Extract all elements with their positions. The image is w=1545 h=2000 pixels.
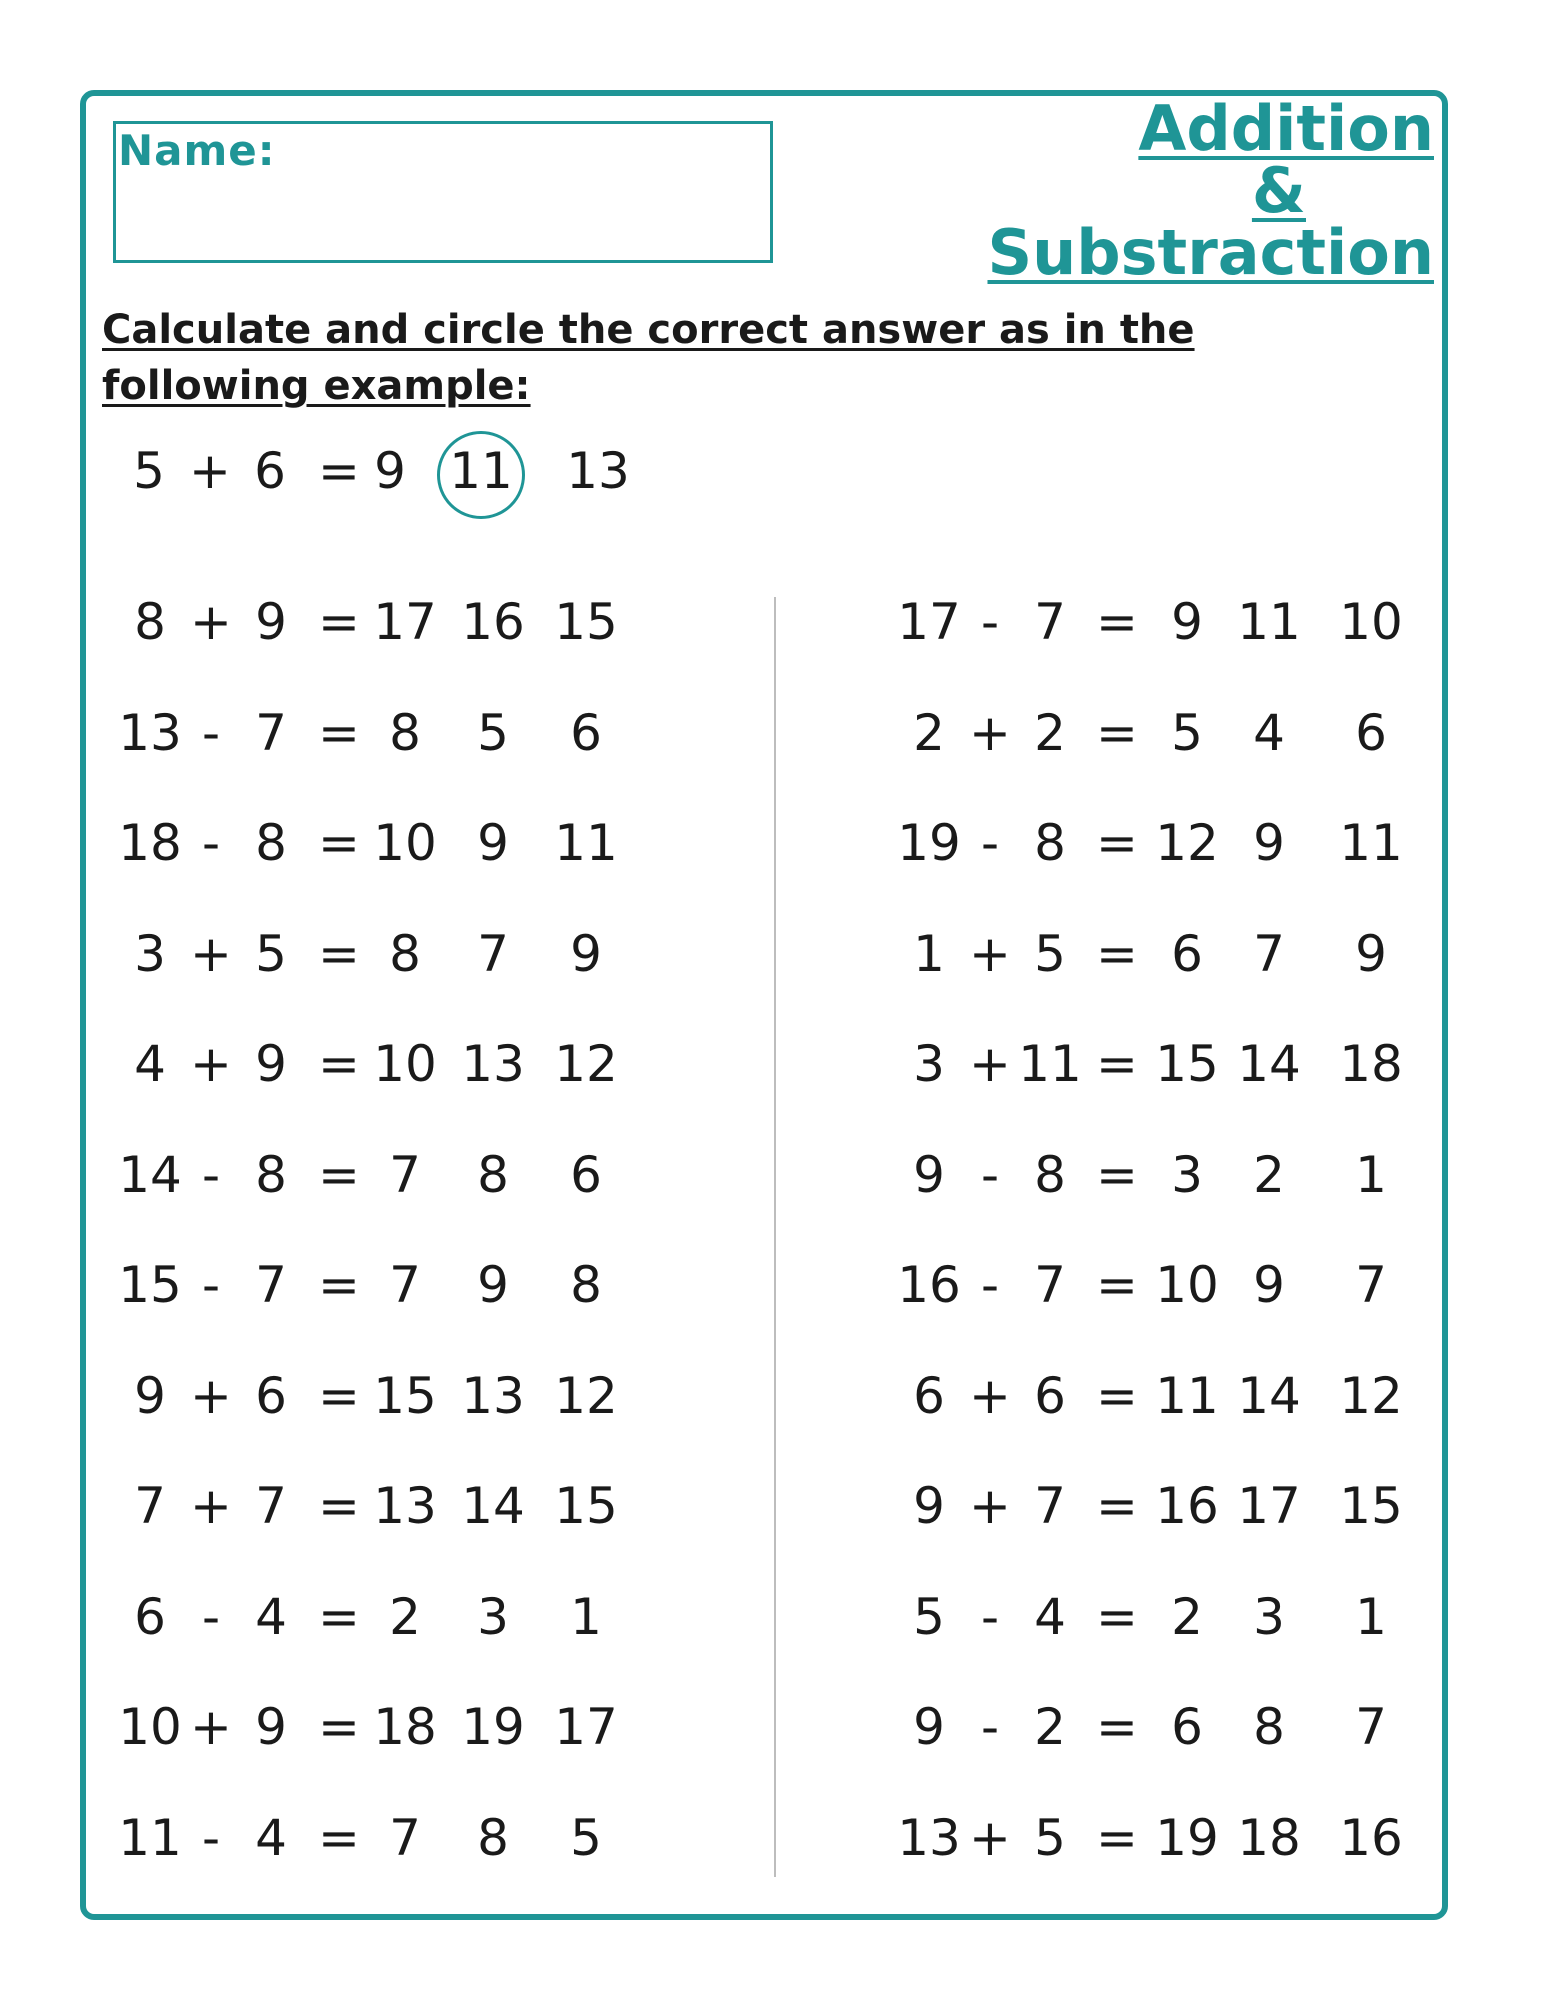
answer-choice[interactable]: 16: [1339, 1808, 1403, 1867]
operator: -: [201, 1808, 221, 1867]
operator: +: [969, 1035, 1011, 1093]
operator: +: [969, 924, 1011, 983]
equals-sign: =: [1096, 1587, 1138, 1646]
equals-sign: =: [1096, 703, 1138, 762]
equals-sign: =: [1096, 1477, 1138, 1535]
answer-choice[interactable]: 17: [373, 593, 437, 651]
operand-a: 5: [133, 442, 165, 500]
operator: -: [201, 814, 221, 872]
operand-b: 8: [255, 814, 287, 872]
operand-a: 4: [134, 1035, 166, 1093]
equals-sign: =: [1096, 1035, 1138, 1093]
operand-a: 18: [118, 814, 182, 872]
answer-choice[interactable]: 17: [554, 1698, 618, 1756]
answer-choice[interactable]: 4: [1253, 703, 1285, 762]
operand-b: 4: [1034, 1587, 1066, 1646]
operand-a: 9: [913, 1145, 945, 1204]
operator: +: [969, 1477, 1011, 1535]
answer-choice[interactable]: 18: [373, 1698, 437, 1756]
equals-sign: =: [318, 1256, 360, 1314]
equals-sign: =: [1096, 1698, 1138, 1756]
answer-choice[interactable]: 10: [1339, 593, 1403, 651]
operand-a: 17: [897, 593, 961, 651]
equals-sign: =: [318, 1145, 360, 1204]
operator: +: [969, 1808, 1011, 1867]
title-line-substraction: Substraction: [987, 216, 1434, 289]
answer-choice[interactable]: 14: [1237, 1035, 1301, 1093]
title-line-ampersand: &: [1251, 154, 1306, 227]
answer-choice[interactable]: 8: [477, 1808, 509, 1867]
answer-choice[interactable]: 9: [1355, 924, 1387, 983]
operand-a: 9: [913, 1477, 945, 1535]
answer-choice[interactable]: 1: [570, 1587, 602, 1646]
operand-b: 8: [1034, 814, 1066, 872]
equals-sign: =: [1096, 1808, 1138, 1867]
operand-b: 8: [255, 1145, 287, 1204]
operand-b: 6: [255, 1366, 287, 1425]
operand-a: 13: [118, 703, 182, 762]
equals-sign: =: [1096, 924, 1138, 983]
answer-choice[interactable]: 16: [461, 593, 525, 651]
operand-a: 6: [134, 1587, 166, 1646]
operand-b: 2: [1034, 703, 1066, 762]
operator: +: [190, 1477, 232, 1535]
equals-sign: =: [318, 1477, 360, 1535]
operator: -: [980, 1698, 1000, 1756]
operand-b: 6: [254, 442, 286, 500]
answer-choice[interactable]: 9: [1171, 593, 1203, 651]
operator: -: [980, 593, 1000, 651]
answer-choice[interactable]: 5: [570, 1808, 602, 1867]
operator: +: [190, 1035, 232, 1093]
answer-choice[interactable]: 7: [389, 1808, 421, 1867]
answer-choice[interactable]: 1: [1355, 1145, 1387, 1204]
operand-b: 7: [255, 703, 287, 762]
answer-choice[interactable]: 8: [389, 924, 421, 983]
answer-choice[interactable]: 15: [1339, 1477, 1403, 1535]
operator: +: [190, 924, 232, 983]
answer-choice[interactable]: 8: [570, 1256, 602, 1314]
answer-choice[interactable]: 7: [389, 1256, 421, 1314]
operand-a: 8: [134, 593, 166, 651]
answer-choice[interactable]: 9: [477, 814, 509, 872]
operand-a: 3: [134, 924, 166, 983]
answer-choice[interactable]: 13: [373, 1477, 437, 1535]
answer-choice[interactable]: 18: [1237, 1808, 1301, 1867]
operand-b: 7: [255, 1477, 287, 1535]
equals-sign: =: [318, 593, 360, 651]
operand-a: 19: [897, 814, 961, 872]
column-divider: [774, 597, 776, 1877]
operator: -: [980, 1587, 1000, 1646]
operator: +: [189, 442, 231, 500]
answer-choice[interactable]: 13: [461, 1035, 525, 1093]
operand-b: 6: [1034, 1366, 1066, 1425]
equals-sign: =: [1096, 1145, 1138, 1204]
operand-b: 4: [255, 1808, 287, 1867]
operand-b: 7: [1034, 1477, 1066, 1535]
answer-choice[interactable]: 19: [461, 1698, 525, 1756]
answer-choice[interactable]: 12: [554, 1035, 618, 1093]
operand-a: 7: [134, 1477, 166, 1535]
answer-choice[interactable]: 7: [1355, 1256, 1387, 1314]
equals-sign: =: [318, 1035, 360, 1093]
answer-choice[interactable]: 11: [1339, 814, 1403, 872]
equals-sign: =: [318, 703, 360, 762]
instruction-text: Calculate and circle the correct answer as in the following example:: [102, 307, 1195, 409]
answer-choice[interactable]: 2: [1171, 1587, 1203, 1646]
answer-choice[interactable]: 9: [570, 924, 602, 983]
answer-choice[interactable]: 8: [1253, 1698, 1285, 1756]
operand-b: 2: [1034, 1698, 1066, 1756]
operand-b: 9: [255, 1035, 287, 1093]
answer-choice[interactable]: 11: [1237, 593, 1301, 651]
operand-a: 1: [913, 924, 945, 983]
operator: -: [201, 1587, 221, 1646]
operand-a: 9: [913, 1698, 945, 1756]
answer-choice[interactable]: 5: [1171, 703, 1203, 762]
answer-choice[interactable]: 11: [554, 814, 618, 872]
answer-choice[interactable]: 10: [1155, 1256, 1219, 1314]
answer-choice[interactable]: 2: [389, 1587, 421, 1646]
operand-b: 5: [255, 924, 287, 983]
answer-choice[interactable]: 19: [1155, 1808, 1219, 1867]
answer-choice[interactable]: 12: [1155, 814, 1219, 872]
answer-choice[interactable]: 12: [1339, 1366, 1403, 1425]
name-label: Name:: [118, 126, 276, 175]
title-line-addition: Addition: [1138, 92, 1434, 165]
equals-sign: =: [1096, 593, 1138, 651]
answer-choice[interactable]: 6: [1355, 703, 1387, 762]
answer-choice[interactable]: 7: [1253, 924, 1285, 983]
equals-sign: =: [318, 1698, 360, 1756]
operator: +: [190, 1366, 232, 1425]
answer-choice[interactable]: 1: [1355, 1587, 1387, 1646]
answer-choice[interactable]: 18: [1339, 1035, 1403, 1093]
operator: -: [201, 1256, 221, 1314]
operand-b: 9: [255, 593, 287, 651]
operand-b: 5: [1034, 924, 1066, 983]
operand-a: 11: [118, 1808, 182, 1867]
operand-b: 5: [1034, 1808, 1066, 1867]
operand-a: 16: [897, 1256, 961, 1314]
answer-choice[interactable]: 12: [554, 1366, 618, 1425]
operator: +: [190, 593, 232, 651]
answer-choice[interactable]: 9: [374, 442, 406, 500]
operand-a: 10: [118, 1698, 182, 1756]
operand-a: 5: [913, 1587, 945, 1646]
operand-a: 13: [897, 1808, 961, 1867]
operand-a: 14: [118, 1145, 182, 1204]
answer-choice[interactable]: 3: [1253, 1587, 1285, 1646]
answer-choice[interactable]: 6: [1171, 1698, 1203, 1756]
answer-choice[interactable]: 14: [1237, 1366, 1301, 1425]
answer-choice[interactable]: 3: [477, 1587, 509, 1646]
equals-sign: =: [318, 814, 360, 872]
operand-a: 3: [913, 1035, 945, 1093]
answer-choice[interactable]: 9: [1253, 1256, 1285, 1314]
answer-choice[interactable]: 7: [389, 1145, 421, 1204]
equals-sign: =: [318, 442, 360, 500]
answer-choice[interactable]: 6: [1171, 924, 1203, 983]
answer-choice[interactable]: 9: [477, 1256, 509, 1314]
answer-choice[interactable]: 16: [1155, 1477, 1219, 1535]
worksheet-title: [987, 92, 1434, 289]
operator: -: [201, 1145, 221, 1204]
operand-b: 7: [1034, 593, 1066, 651]
operand-b: 11: [1018, 1035, 1082, 1093]
answer-choice[interactable]: 2: [1253, 1145, 1285, 1204]
operand-a: 9: [134, 1366, 166, 1425]
operator: -: [980, 814, 1000, 872]
answer-choice[interactable]: 13: [461, 1366, 525, 1425]
operand-b: 7: [1034, 1256, 1066, 1314]
answer-choice[interactable]: 6: [570, 1145, 602, 1204]
operator: +: [969, 1366, 1011, 1425]
operator: -: [201, 703, 221, 762]
answer-choice[interactable]: 9: [1253, 814, 1285, 872]
equals-sign: =: [1096, 1256, 1138, 1314]
operand-a: 2: [913, 703, 945, 762]
operator: -: [980, 1256, 1000, 1314]
answer-choice[interactable]: 3: [1171, 1145, 1203, 1204]
equals-sign: =: [318, 1587, 360, 1646]
answer-choice[interactable]: 8: [389, 703, 421, 762]
answer-choice[interactable]: 13: [566, 442, 630, 500]
operand-b: 7: [255, 1256, 287, 1314]
operator: +: [969, 703, 1011, 762]
operand-a: 6: [913, 1366, 945, 1425]
equals-sign: =: [318, 924, 360, 983]
answer-choice[interactable]: 15: [554, 1477, 618, 1535]
equals-sign: =: [1096, 814, 1138, 872]
answer-choice[interactable]: 10: [373, 814, 437, 872]
answer-choice[interactable]: 11: [449, 442, 513, 500]
equals-sign: =: [318, 1808, 360, 1867]
operator: +: [190, 1698, 232, 1756]
answer-choice[interactable]: 17: [1237, 1477, 1301, 1535]
answer-choice[interactable]: 10: [373, 1035, 437, 1093]
answer-choice[interactable]: 8: [477, 1145, 509, 1204]
answer-choice[interactable]: 11: [1155, 1366, 1219, 1425]
operator: -: [980, 1145, 1000, 1204]
answer-choice[interactable]: 14: [461, 1477, 525, 1535]
equals-sign: =: [318, 1366, 360, 1425]
answer-choice[interactable]: 6: [570, 703, 602, 762]
answer-choice[interactable]: 7: [477, 924, 509, 983]
name-field[interactable]: [113, 121, 773, 263]
answer-choice[interactable]: 15: [554, 593, 618, 651]
operand-a: 15: [118, 1256, 182, 1314]
answer-choice[interactable]: 15: [1155, 1035, 1219, 1093]
operand-b: 4: [255, 1587, 287, 1646]
answer-choice[interactable]: 15: [373, 1366, 437, 1425]
equals-sign: =: [1096, 1366, 1138, 1425]
answer-choice[interactable]: 5: [477, 703, 509, 762]
operand-b: 9: [255, 1698, 287, 1756]
answer-choice[interactable]: 7: [1355, 1698, 1387, 1756]
operand-b: 8: [1034, 1145, 1066, 1204]
